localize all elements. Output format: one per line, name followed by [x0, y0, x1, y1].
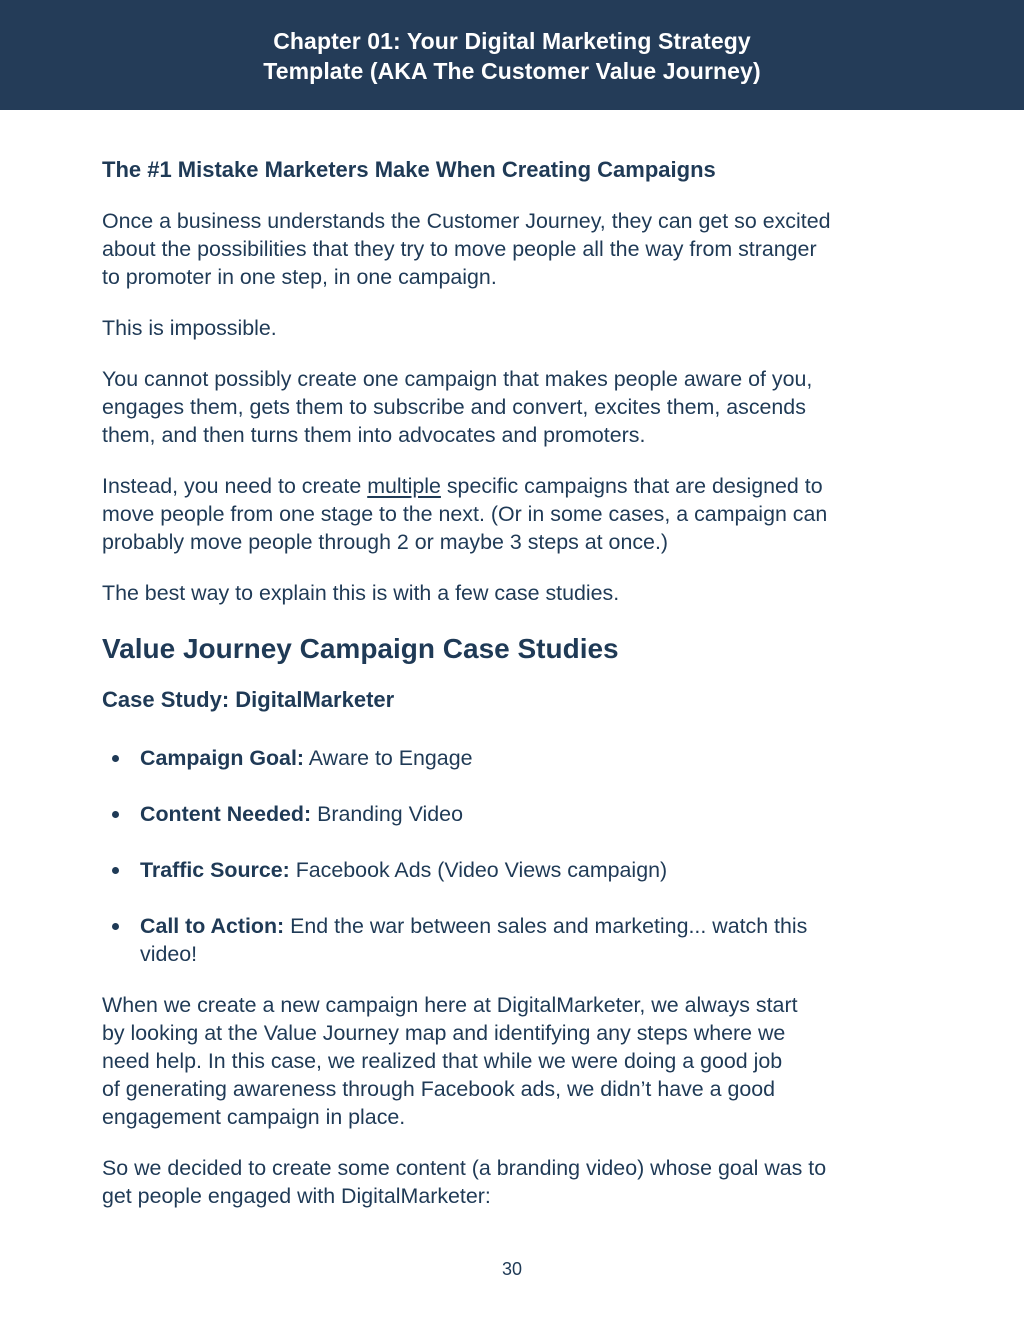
- bullet-icon: [112, 811, 119, 818]
- bullet-text: End the war between sales and marketing... watch this: [284, 914, 808, 938]
- paragraph-line: probably move people through 2 or maybe 3 steps at once.): [102, 530, 669, 554]
- bullet-label: Traffic Source:: [140, 858, 290, 882]
- section-heading-mistake: The #1 Mistake Marketers Make When Creating Campaigns: [102, 157, 716, 182]
- page-number: 30: [501, 1259, 523, 1279]
- bullet-label: Campaign Goal:: [140, 746, 305, 770]
- paragraph-line: move people from one stage to the next. (Or in some cases, a campaign can: [102, 502, 828, 526]
- paragraph-line: about the possibilities that they try to move people all the way from stranger: [102, 237, 817, 261]
- paragraph-multiple-campaigns: [102, 472, 914, 556]
- chapter-header-banner: [0, 0, 1024, 110]
- paragraph-line: So we decided to create some content (a branding video) whose goal was to: [102, 1156, 827, 1180]
- case-study-details-list: [102, 744, 922, 968]
- paragraph-line: Once a business understands the Customer Journey, they can get so excited: [102, 209, 831, 233]
- section-heading-case-studies: Value Journey Campaign Case Studies: [102, 633, 619, 664]
- paragraph-impossible: This is impossible.: [102, 316, 277, 340]
- paragraph-case-studies-intro: The best way to explain this is with a few case studies.: [102, 581, 620, 605]
- bullet-text: Branding Video: [311, 802, 463, 826]
- paragraph-value-journey-map: [102, 991, 914, 1131]
- paragraph-line: by looking at the Value Journey map and identifying any steps where we: [102, 1021, 786, 1045]
- paragraph-line: get people engaged with DigitalMarketer:: [102, 1184, 491, 1208]
- list-item: [102, 744, 922, 772]
- paragraph-line: engages them, gets them to subscribe and convert, excites them, ascends: [102, 395, 806, 419]
- paragraph-line: You cannot possibly create one campaign that makes people aware of you,: [102, 367, 813, 391]
- underlined-word-multiple: multiple: [367, 474, 441, 498]
- bullet-text: Facebook Ads (Video Views campaign): [289, 858, 668, 882]
- bullet-icon: [112, 923, 119, 930]
- paragraph-line: engagement campaign in place.: [102, 1105, 406, 1129]
- list-item: [102, 856, 922, 884]
- bullet-text-continued: video!: [140, 942, 198, 966]
- paragraph-line: of generating awareness through Facebook ads, we didn’t have a good: [102, 1077, 776, 1101]
- paragraph-customer-journey: [102, 207, 914, 291]
- paragraph-line: to promoter in one step, in one campaign.: [102, 265, 497, 289]
- list-item: [102, 800, 922, 828]
- paragraph-one-campaign: [102, 365, 914, 449]
- bullet-label: Call to Action:: [140, 914, 285, 938]
- chapter-title-line-2: Template (AKA The Customer Value Journey): [263, 58, 761, 84]
- paragraph-line: need help. In this case, we realized that while we were doing a good job: [102, 1049, 783, 1073]
- paragraph-line: [102, 472, 914, 500]
- list-item: [102, 912, 922, 968]
- chapter-title-line-1: Chapter 01: Your Digital Marketing Strategy: [273, 28, 751, 54]
- paragraph-line: them, and then turns them into advocates and promoters.: [102, 423, 646, 447]
- bullet-icon: [112, 867, 119, 874]
- text-segment: specific campaigns that are designed to: [440, 474, 823, 498]
- page-content: [102, 150, 922, 1210]
- bullet-label: Content Needed:: [140, 802, 312, 826]
- text-segment: Instead, you need to create: [102, 474, 368, 498]
- paragraph-line: When we create a new campaign here at DigitalMarketer, we always start: [102, 993, 798, 1017]
- paragraph-branding-video: [102, 1154, 914, 1210]
- bullet-icon: [112, 755, 119, 762]
- bullet-text: Aware to Engage: [304, 746, 473, 770]
- case-study-heading: Case Study: DigitalMarketer: [102, 687, 395, 712]
